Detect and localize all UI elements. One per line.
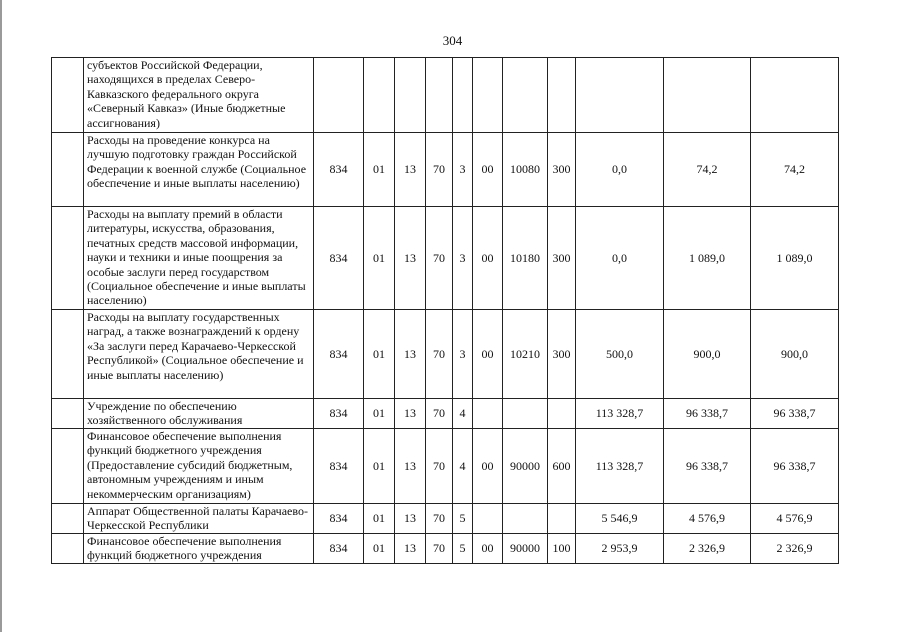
subprogram-code: 3: [453, 310, 473, 399]
blank-cell: [52, 399, 84, 429]
admin-code: 834: [314, 207, 364, 310]
subprogram-code: 5: [453, 504, 473, 534]
program-code: 70: [426, 207, 453, 310]
program-code: 70: [426, 534, 453, 564]
table-row: [52, 504, 839, 534]
table-row: [52, 534, 839, 564]
admin-code: 834: [314, 429, 364, 504]
amount-1: 2 953,9: [576, 534, 664, 564]
subsection-code: 13: [395, 504, 426, 534]
table-row: [52, 133, 839, 207]
blank-cell: [52, 534, 84, 564]
page-number: 304: [442, 33, 463, 48]
blank-cell: [52, 504, 84, 534]
row-description: Финансовое обеспечение выполнения функций бюджетного учреждения: [84, 534, 314, 564]
program-code: 70: [426, 429, 453, 504]
amount-3: 96 338,7: [751, 429, 839, 504]
main-event-code: 00: [473, 207, 503, 310]
expense-type-code: 300: [548, 207, 576, 310]
amount-3: 2 326,9: [751, 534, 839, 564]
expense-type-code: 100: [548, 534, 576, 564]
direction-code: 90000: [503, 534, 548, 564]
direction-code: [503, 504, 548, 534]
section-code: 01: [364, 534, 395, 564]
subprogram-code: 5: [453, 534, 473, 564]
program-code: 70: [426, 399, 453, 429]
blank-cell: [52, 207, 84, 310]
amount-1: 0,0: [576, 133, 664, 207]
program-code: [426, 58, 453, 133]
admin-code: 834: [314, 534, 364, 564]
admin-code: [314, 58, 364, 133]
direction-code: 10180: [503, 207, 548, 310]
table-row: [52, 310, 839, 399]
table-row: [52, 207, 839, 310]
amount-1: [576, 58, 664, 133]
amount-1: 0,0: [576, 207, 664, 310]
amount-2: [664, 58, 751, 133]
amount-3: 74,2: [751, 133, 839, 207]
row-description: Расходы на выплату государственных наград, а также вознаграждений к ордену «За заслуги перед Карачаево-Черкесской Республикой» (Социальное обеспечение и иные выплаты населению): [84, 310, 314, 399]
amount-3: 4 576,9: [751, 504, 839, 534]
subsection-code: [395, 58, 426, 133]
admin-code: 834: [314, 310, 364, 399]
main-event-code: 00: [473, 133, 503, 207]
direction-code: 90000: [503, 429, 548, 504]
amount-2: 96 338,7: [664, 399, 751, 429]
row-description: Расходы на проведение конкурса на лучшую подготовку граждан Российской Федерации к военной службе (Социальное обеспечение и иные выплаты населению): [84, 133, 314, 207]
section-code: 01: [364, 429, 395, 504]
blank-cell: [52, 429, 84, 504]
amount-2: 2 326,9: [664, 534, 751, 564]
subprogram-code: 4: [453, 399, 473, 429]
main-event-code: [473, 58, 503, 133]
table-row: [52, 58, 839, 133]
main-event-code: 00: [473, 429, 503, 504]
row-description: Аппарат Общественной палаты Карачаево-Черкесской Республики: [84, 504, 314, 534]
amount-2: 4 576,9: [664, 504, 751, 534]
blank-cell: [52, 58, 84, 133]
direction-code: [503, 399, 548, 429]
section-code: 01: [364, 504, 395, 534]
subprogram-code: [453, 58, 473, 133]
subsection-code: 13: [395, 133, 426, 207]
main-event-code: 00: [473, 534, 503, 564]
blank-cell: [52, 310, 84, 399]
budget-table: [51, 57, 839, 564]
section-code: 01: [364, 207, 395, 310]
amount-1: 5 546,9: [576, 504, 664, 534]
expense-type-code: 300: [548, 133, 576, 207]
amount-1: 113 328,7: [576, 399, 664, 429]
expense-type-code: [548, 504, 576, 534]
amount-3: [751, 58, 839, 133]
expense-type-code: 300: [548, 310, 576, 399]
subprogram-code: 4: [453, 429, 473, 504]
admin-code: 834: [314, 504, 364, 534]
main-event-code: [473, 399, 503, 429]
row-description: Финансовое обеспечение выполнения функций бюджетного учреждения (Предоставление субсидий бюджетным, автономным учреждениям и иным некоммерческим организациям): [84, 429, 314, 504]
blank-cell: [52, 133, 84, 207]
amount-2: 1 089,0: [664, 207, 751, 310]
direction-code: [503, 58, 548, 133]
subsection-code: 13: [395, 207, 426, 310]
program-code: 70: [426, 504, 453, 534]
admin-code: 834: [314, 133, 364, 207]
section-code: [364, 58, 395, 133]
amount-3: 1 089,0: [751, 207, 839, 310]
row-description: Учреждение по обеспечению хозяйственного обслуживания: [84, 399, 314, 429]
section-code: 01: [364, 399, 395, 429]
amount-2: 96 338,7: [664, 429, 751, 504]
program-code: 70: [426, 133, 453, 207]
table-row: [52, 429, 839, 504]
amount-3: 900,0: [751, 310, 839, 399]
subprogram-code: 3: [453, 207, 473, 310]
amount-1: 500,0: [576, 310, 664, 399]
expense-type-code: 600: [548, 429, 576, 504]
main-event-code: 00: [473, 310, 503, 399]
main-event-code: [473, 504, 503, 534]
admin-code: 834: [314, 399, 364, 429]
subsection-code: 13: [395, 534, 426, 564]
subsection-code: 13: [395, 399, 426, 429]
amount-3: 96 338,7: [751, 399, 839, 429]
subsection-code: 13: [395, 310, 426, 399]
subprogram-code: 3: [453, 133, 473, 207]
table-row: [52, 399, 839, 429]
row-description: Расходы на выплату премий в области литературы, искусства, образования, печатных средств массовой информации, науки и техники и иные поощрения за особые заслуги перед государством (Социальное обеспечение и иные выплаты населению): [84, 207, 314, 310]
program-code: 70: [426, 310, 453, 399]
subsection-code: 13: [395, 429, 426, 504]
amount-1: 113 328,7: [576, 429, 664, 504]
section-code: 01: [364, 310, 395, 399]
expense-type-code: [548, 399, 576, 429]
expense-type-code: [548, 58, 576, 133]
direction-code: 10210: [503, 310, 548, 399]
scan-edge: [0, 0, 2, 632]
section-code: 01: [364, 133, 395, 207]
row-description: субъектов Российской Федерации, находящихся в пределах Северо-Кавказского федерального округа «Северный Кавказ» (Иные бюджетные ассигнования): [84, 58, 314, 133]
amount-2: 900,0: [664, 310, 751, 399]
amount-2: 74,2: [664, 133, 751, 207]
direction-code: 10080: [503, 133, 548, 207]
